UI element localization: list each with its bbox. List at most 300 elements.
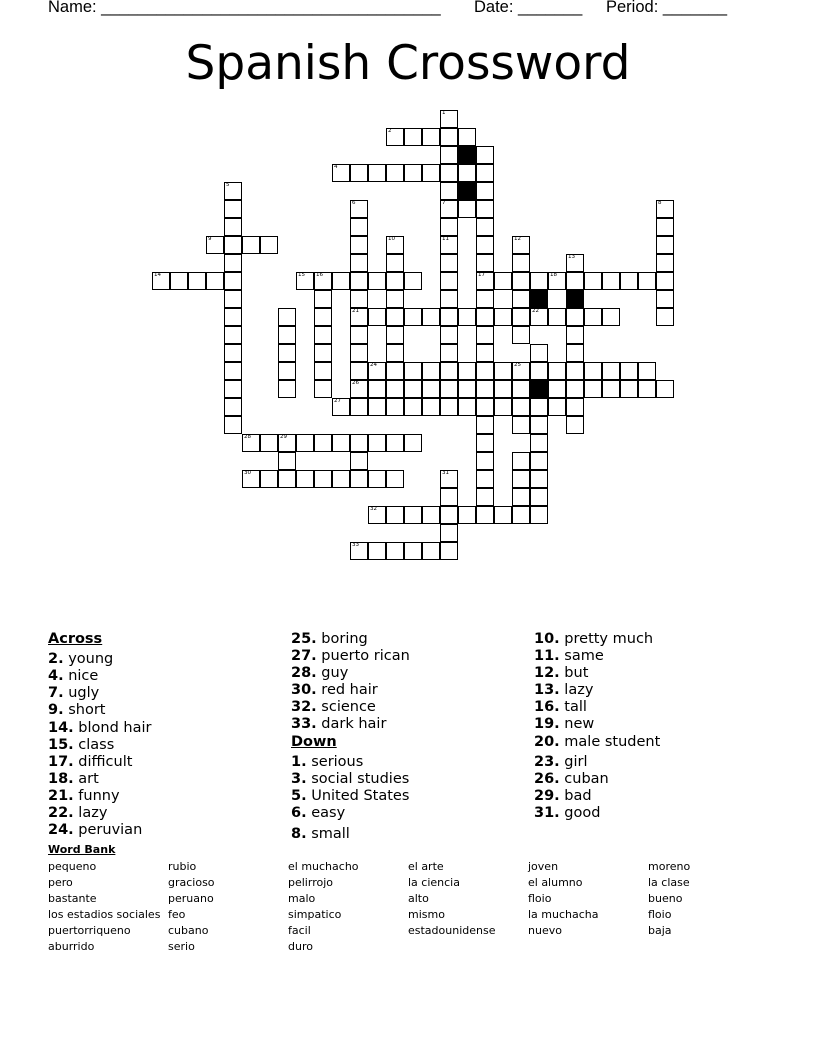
- grid-cell[interactable]: [476, 380, 494, 398]
- grid-cell[interactable]: [440, 470, 458, 488]
- clue-number: 26.: [534, 771, 560, 787]
- grid-cell[interactable]: [566, 326, 584, 344]
- grid-cell[interactable]: [440, 398, 458, 416]
- word-bank-title: Word Bank: [48, 843, 116, 856]
- grid-cell[interactable]: [494, 506, 512, 524]
- name-field-label[interactable]: Name: _____________________________________: [48, 0, 441, 16]
- period-field-label[interactable]: Period: _______: [606, 0, 728, 16]
- grid-cell[interactable]: [224, 200, 242, 218]
- clue-number: 33.: [291, 716, 317, 732]
- word-bank-word: estadounidense: [408, 924, 496, 937]
- grid-cell[interactable]: [440, 272, 458, 290]
- grid-cell[interactable]: [512, 308, 530, 326]
- clue-number: 4.: [48, 668, 64, 684]
- grid-cell[interactable]: [638, 362, 656, 380]
- grid-cell[interactable]: [350, 470, 368, 488]
- grid-cell[interactable]: [512, 290, 530, 308]
- grid-cell[interactable]: [386, 470, 404, 488]
- grid-cell[interactable]: [440, 542, 458, 560]
- grid-cell[interactable]: [512, 398, 530, 416]
- grid-cell[interactable]: [368, 164, 386, 182]
- cell-number: 8: [658, 200, 662, 206]
- grid-cell[interactable]: [638, 380, 656, 398]
- cell-number: 2: [388, 128, 392, 134]
- grid-cell[interactable]: [332, 470, 350, 488]
- grid-cell[interactable]: [278, 308, 296, 326]
- clue-number: 1.: [291, 754, 307, 770]
- grid-cell[interactable]: [602, 308, 620, 326]
- grid-cell[interactable]: [350, 380, 368, 398]
- grid-cell[interactable]: [530, 434, 548, 452]
- grid-cell[interactable]: [224, 218, 242, 236]
- grid-cell[interactable]: [494, 380, 512, 398]
- grid-cell[interactable]: [530, 362, 548, 380]
- word-bank-word: gracioso: [168, 876, 215, 889]
- grid-cell[interactable]: [386, 236, 404, 254]
- grid-cell[interactable]: [440, 506, 458, 524]
- grid-cell[interactable]: [314, 308, 332, 326]
- grid-cell[interactable]: [458, 128, 476, 146]
- date-field-label[interactable]: Date: _______: [474, 0, 583, 16]
- grid-cell[interactable]: [260, 236, 278, 254]
- grid-cell[interactable]: [476, 254, 494, 272]
- clue-item: [48, 822, 142, 839]
- grid-cell[interactable]: [476, 290, 494, 308]
- grid-cell[interactable]: [440, 308, 458, 326]
- grid-cell[interactable]: [314, 434, 332, 452]
- grid-cell[interactable]: [368, 380, 386, 398]
- grid-cell[interactable]: [476, 326, 494, 344]
- grid-cell[interactable]: [404, 164, 422, 182]
- grid-cell[interactable]: [512, 236, 530, 254]
- grid-cell[interactable]: [350, 200, 368, 218]
- grid-cell[interactable]: [188, 272, 206, 290]
- grid-cell[interactable]: [368, 542, 386, 560]
- grid-cell[interactable]: [224, 326, 242, 344]
- grid-cell[interactable]: [440, 182, 458, 200]
- grid-cell[interactable]: [512, 362, 530, 380]
- grid-cell[interactable]: [170, 272, 188, 290]
- grid-cell[interactable]: [584, 362, 602, 380]
- grid-cell[interactable]: [260, 470, 278, 488]
- grid-cell[interactable]: [386, 254, 404, 272]
- grid-cell[interactable]: [224, 398, 242, 416]
- grid-cell[interactable]: [530, 470, 548, 488]
- word-bank-word: baja: [648, 924, 672, 937]
- grid-cell[interactable]: [350, 398, 368, 416]
- clue-item: [291, 826, 350, 843]
- grid-cell[interactable]: [476, 416, 494, 434]
- grid-cell[interactable]: [296, 470, 314, 488]
- grid-cell[interactable]: [350, 308, 368, 326]
- grid-cell[interactable]: [278, 434, 296, 452]
- grid-cell[interactable]: [350, 164, 368, 182]
- cell-number: 16: [316, 272, 323, 278]
- clue-number: 13.: [534, 682, 560, 698]
- word-bank-word: la muchacha: [528, 908, 599, 921]
- grid-cell[interactable]: [242, 434, 260, 452]
- grid-cell[interactable]: [404, 362, 422, 380]
- grid-cell[interactable]: [530, 506, 548, 524]
- word-bank-word: la clase: [648, 876, 690, 889]
- grid-cell[interactable]: [368, 308, 386, 326]
- word-bank-word: pequeno: [48, 860, 97, 873]
- grid-cell[interactable]: [224, 254, 242, 272]
- grid-cell[interactable]: [656, 380, 674, 398]
- cell-number: 29: [280, 434, 287, 440]
- grid-cell[interactable]: [530, 416, 548, 434]
- grid-cell[interactable]: [656, 308, 674, 326]
- grid-cell[interactable]: [548, 308, 566, 326]
- grid-cell[interactable]: [458, 362, 476, 380]
- clue-item: [48, 737, 114, 754]
- grid-cell[interactable]: [512, 452, 530, 470]
- word-bank-word: pero: [48, 876, 73, 889]
- clue-number: 12.: [534, 665, 560, 681]
- grid-cell[interactable]: [350, 362, 368, 380]
- grid-cell[interactable]: [314, 326, 332, 344]
- grid-cell[interactable]: [386, 272, 404, 290]
- grid-cell[interactable]: [512, 272, 530, 290]
- grid-cell[interactable]: [440, 524, 458, 542]
- grid-cell[interactable]: [350, 452, 368, 470]
- grid-cell[interactable]: [422, 542, 440, 560]
- grid-cell[interactable]: [620, 362, 638, 380]
- grid-cell[interactable]: [530, 452, 548, 470]
- word-bank-word: bueno: [648, 892, 683, 905]
- grid-cell[interactable]: [566, 272, 584, 290]
- grid-cell[interactable]: [440, 128, 458, 146]
- grid-cell[interactable]: [152, 272, 170, 290]
- grid-cell[interactable]: [584, 272, 602, 290]
- grid-cell[interactable]: [440, 236, 458, 254]
- grid-cell[interactable]: [548, 398, 566, 416]
- grid-cell[interactable]: [206, 272, 224, 290]
- grid-cell[interactable]: [566, 362, 584, 380]
- grid-cell[interactable]: [224, 380, 242, 398]
- cell-number: 11: [442, 236, 449, 242]
- grid-cell[interactable]: [404, 434, 422, 452]
- grid-cell[interactable]: [656, 272, 674, 290]
- grid-cell[interactable]: [494, 362, 512, 380]
- grid-cell[interactable]: [332, 272, 350, 290]
- grid-cell[interactable]: [440, 380, 458, 398]
- grid-cell[interactable]: [656, 218, 674, 236]
- grid-cell[interactable]: [584, 308, 602, 326]
- grid-cell[interactable]: [278, 380, 296, 398]
- grid-cell[interactable]: [404, 506, 422, 524]
- grid-cell[interactable]: [350, 290, 368, 308]
- grid-cell[interactable]: [386, 434, 404, 452]
- grid-cell[interactable]: [350, 218, 368, 236]
- grid-cell[interactable]: [566, 398, 584, 416]
- grid-cell[interactable]: [476, 200, 494, 218]
- grid-cell[interactable]: [566, 380, 584, 398]
- clue-text: nice: [68, 668, 99, 684]
- grid-cell[interactable]: [296, 272, 314, 290]
- grid-cell[interactable]: [422, 398, 440, 416]
- cell-number: 9: [208, 236, 212, 242]
- grid-cell[interactable]: [404, 398, 422, 416]
- grid-cell[interactable]: [314, 362, 332, 380]
- cell-number: 20: [532, 290, 539, 296]
- grid-cell[interactable]: [440, 146, 458, 164]
- grid-cell[interactable]: [278, 452, 296, 470]
- clue-text: lazy: [564, 682, 594, 698]
- clue-text: male student: [564, 734, 661, 750]
- grid-cell[interactable]: [476, 218, 494, 236]
- word-bank-word: los estadios sociales: [48, 908, 161, 921]
- grid-cell[interactable]: [458, 308, 476, 326]
- grid-cell[interactable]: [278, 362, 296, 380]
- grid-cell[interactable]: [386, 326, 404, 344]
- grid-cell[interactable]: [512, 416, 530, 434]
- grid-cell[interactable]: [314, 290, 332, 308]
- grid-cell[interactable]: [548, 272, 566, 290]
- grid-cell[interactable]: [476, 362, 494, 380]
- clue-text: serious: [311, 754, 364, 770]
- clue-number: 2.: [48, 651, 64, 667]
- grid-cell[interactable]: [656, 254, 674, 272]
- grid-cell[interactable]: [476, 308, 494, 326]
- clue-number: 31.: [534, 805, 560, 821]
- grid-cell[interactable]: [620, 380, 638, 398]
- clue-number: 23.: [534, 754, 560, 770]
- grid-cell[interactable]: [386, 398, 404, 416]
- grid-cell[interactable]: [350, 254, 368, 272]
- grid-cell[interactable]: [350, 326, 368, 344]
- grid-cell[interactable]: [512, 254, 530, 272]
- grid-cell[interactable]: [494, 398, 512, 416]
- clue-item: [291, 631, 368, 648]
- grid-cell[interactable]: [476, 344, 494, 362]
- grid-cell[interactable]: [440, 488, 458, 506]
- grid-cell[interactable]: [440, 362, 458, 380]
- clue-item: [534, 805, 600, 822]
- grid-cell[interactable]: [350, 272, 368, 290]
- grid-cell[interactable]: [386, 380, 404, 398]
- grid-cell[interactable]: [296, 434, 314, 452]
- grid-cell[interactable]: [440, 344, 458, 362]
- grid-cell[interactable]: [476, 470, 494, 488]
- grid-cell[interactable]: [278, 344, 296, 362]
- grid-cell[interactable]: [512, 326, 530, 344]
- grid-cell[interactable]: [584, 380, 602, 398]
- grid-cell[interactable]: [476, 452, 494, 470]
- grid-cell[interactable]: [476, 236, 494, 254]
- grid-cell[interactable]: [224, 308, 242, 326]
- grid-cell[interactable]: [620, 272, 638, 290]
- grid-cell[interactable]: [548, 380, 566, 398]
- word-bank-word: el alumno: [528, 876, 583, 889]
- grid-cell[interactable]: [224, 236, 242, 254]
- grid-cell[interactable]: [224, 362, 242, 380]
- grid-cell[interactable]: [422, 128, 440, 146]
- grid-cell[interactable]: [314, 272, 332, 290]
- grid-cell[interactable]: [458, 380, 476, 398]
- grid-cell[interactable]: [422, 308, 440, 326]
- clue-text: tall: [564, 699, 587, 715]
- grid-block: [458, 146, 476, 164]
- grid-cell[interactable]: [548, 362, 566, 380]
- word-bank-word: rubio: [168, 860, 197, 873]
- clue-item: [534, 788, 592, 805]
- grid-cell[interactable]: [602, 272, 620, 290]
- grid-cell[interactable]: [404, 128, 422, 146]
- clue-number: 3.: [291, 771, 307, 787]
- grid-cell[interactable]: [440, 290, 458, 308]
- cell-number: 14: [154, 272, 161, 278]
- grid-cell[interactable]: [224, 416, 242, 434]
- grid-cell[interactable]: [404, 542, 422, 560]
- grid-cell[interactable]: [386, 164, 404, 182]
- grid-cell[interactable]: [440, 218, 458, 236]
- cell-number: 1: [442, 110, 446, 116]
- grid-cell[interactable]: [440, 164, 458, 182]
- grid-cell[interactable]: [602, 362, 620, 380]
- grid-cell[interactable]: [476, 146, 494, 164]
- clue-number: 28.: [291, 665, 317, 681]
- cell-number: 17: [478, 272, 485, 278]
- grid-cell[interactable]: [476, 182, 494, 200]
- grid-cell[interactable]: [332, 164, 350, 182]
- grid-cell[interactable]: [440, 200, 458, 218]
- grid-cell[interactable]: [476, 434, 494, 452]
- clue-number: 29.: [534, 788, 560, 804]
- grid-cell[interactable]: [206, 236, 224, 254]
- grid-cell[interactable]: [350, 434, 368, 452]
- grid-cell[interactable]: [224, 344, 242, 362]
- grid-cell[interactable]: [368, 398, 386, 416]
- grid-cell[interactable]: [656, 290, 674, 308]
- grid-cell[interactable]: [386, 308, 404, 326]
- grid-cell[interactable]: [656, 236, 674, 254]
- grid-cell[interactable]: [224, 290, 242, 308]
- grid-cell[interactable]: [386, 506, 404, 524]
- grid-cell[interactable]: [404, 380, 422, 398]
- grid-cell[interactable]: [458, 506, 476, 524]
- grid-cell[interactable]: [242, 470, 260, 488]
- grid-cell[interactable]: [368, 470, 386, 488]
- grid-cell[interactable]: [476, 488, 494, 506]
- clue-text: good: [564, 805, 601, 821]
- grid-cell[interactable]: [512, 488, 530, 506]
- cell-number: 5: [226, 182, 230, 188]
- grid-cell[interactable]: [386, 362, 404, 380]
- grid-cell[interactable]: [458, 398, 476, 416]
- grid-cell[interactable]: [566, 308, 584, 326]
- grid-cell[interactable]: [278, 470, 296, 488]
- clue-number: 11.: [534, 648, 560, 664]
- grid-cell[interactable]: [314, 470, 332, 488]
- grid-cell[interactable]: [332, 398, 350, 416]
- grid-cell[interactable]: [656, 200, 674, 218]
- clue-number: 27.: [291, 648, 317, 664]
- clue-text: peruvian: [78, 822, 143, 838]
- grid-cell[interactable]: [224, 272, 242, 290]
- clue-item: [291, 805, 345, 822]
- clue-text: art: [78, 771, 99, 787]
- grid-cell[interactable]: [440, 254, 458, 272]
- grid-cell[interactable]: [368, 272, 386, 290]
- grid-cell[interactable]: [386, 128, 404, 146]
- cell-number: 15: [298, 272, 305, 278]
- clue-item: [48, 720, 151, 737]
- grid-cell[interactable]: [368, 434, 386, 452]
- grid-cell[interactable]: [566, 416, 584, 434]
- word-bank: [0, 860, 816, 960]
- grid-cell[interactable]: [494, 272, 512, 290]
- grid-cell[interactable]: [422, 164, 440, 182]
- grid-cell[interactable]: [512, 506, 530, 524]
- word-bank-word: aburrido: [48, 940, 95, 953]
- grid-cell[interactable]: [386, 290, 404, 308]
- grid-cell[interactable]: [602, 380, 620, 398]
- grid-cell[interactable]: [530, 308, 548, 326]
- grid-cell[interactable]: [386, 344, 404, 362]
- grid-cell[interactable]: [350, 344, 368, 362]
- grid-cell[interactable]: [512, 380, 530, 398]
- grid-cell[interactable]: [314, 344, 332, 362]
- clue-number: 25.: [291, 631, 317, 647]
- grid-cell[interactable]: [278, 326, 296, 344]
- grid-cell[interactable]: [260, 434, 278, 452]
- grid-cell[interactable]: [422, 362, 440, 380]
- clue-text: lazy: [78, 805, 108, 821]
- grid-cell[interactable]: [350, 542, 368, 560]
- grid-cell[interactable]: [350, 236, 368, 254]
- grid-cell[interactable]: [494, 308, 512, 326]
- grid-cell[interactable]: [530, 488, 548, 506]
- grid-cell[interactable]: [242, 236, 260, 254]
- grid-cell[interactable]: [458, 164, 476, 182]
- grid-cell[interactable]: [440, 110, 458, 128]
- grid-cell[interactable]: [332, 434, 350, 452]
- grid-cell[interactable]: [368, 506, 386, 524]
- grid-cell[interactable]: [566, 254, 584, 272]
- grid-cell[interactable]: [530, 398, 548, 416]
- grid-cell[interactable]: [476, 272, 494, 290]
- grid-cell[interactable]: [368, 362, 386, 380]
- grid-cell[interactable]: [314, 380, 332, 398]
- clue-number: 32.: [291, 699, 317, 715]
- grid-cell[interactable]: [386, 542, 404, 560]
- clue-text: boring: [321, 631, 368, 647]
- clue-number: 20.: [534, 734, 560, 750]
- grid-cell[interactable]: [476, 164, 494, 182]
- word-bank-word: floio: [648, 908, 672, 921]
- grid-cell[interactable]: [224, 182, 242, 200]
- grid-cell[interactable]: [404, 308, 422, 326]
- grid-cell[interactable]: [530, 272, 548, 290]
- grid-cell[interactable]: [458, 200, 476, 218]
- cell-number: 33: [352, 542, 359, 548]
- grid-cell[interactable]: [566, 344, 584, 362]
- grid-cell[interactable]: [512, 470, 530, 488]
- grid-block: [530, 380, 548, 398]
- grid-cell[interactable]: [476, 506, 494, 524]
- grid-cell[interactable]: [476, 398, 494, 416]
- grid-cell[interactable]: [638, 272, 656, 290]
- word-bank-word: bastante: [48, 892, 97, 905]
- grid-cell[interactable]: [422, 380, 440, 398]
- clue-number: 18.: [48, 771, 74, 787]
- grid-cell[interactable]: [422, 506, 440, 524]
- grid-cell[interactable]: [440, 326, 458, 344]
- grid-cell[interactable]: [530, 344, 548, 362]
- grid-cell[interactable]: [404, 272, 422, 290]
- word-bank-word: pelirrojo: [288, 876, 333, 889]
